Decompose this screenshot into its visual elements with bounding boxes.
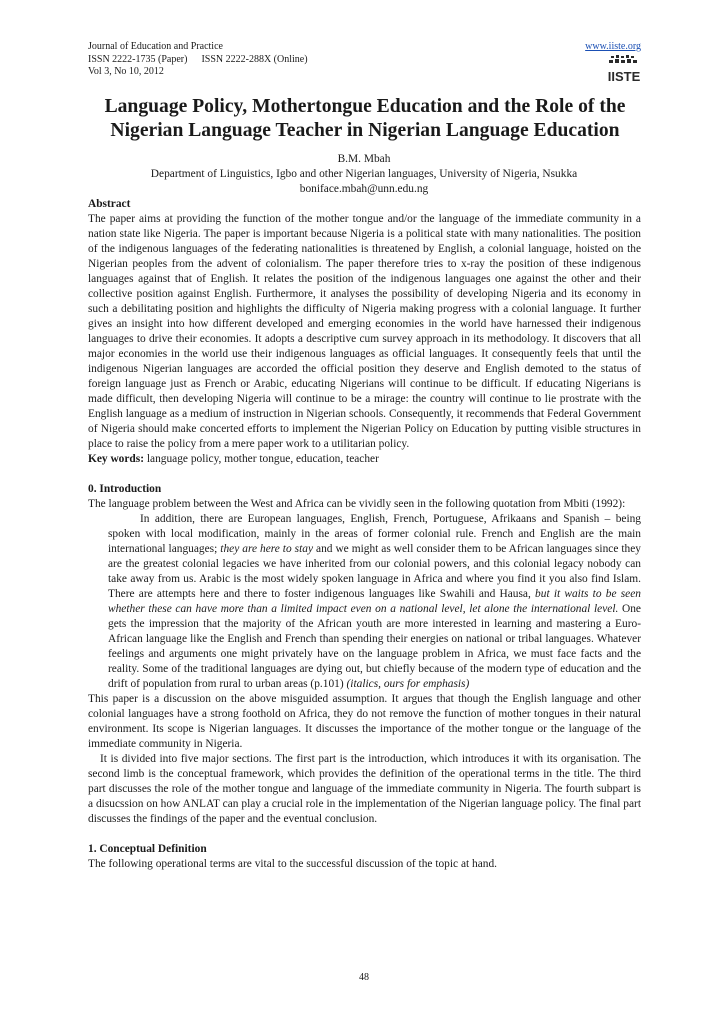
block-quote xyxy=(108,512,641,692)
intro-paragraph-1: This paper is a discussion on the above misguided assumption. It argues that though the English language and other colonial languages have a strong foothold on Africa, they do not remove the function of mother tongues in their natural environment. Its scope is Nigerian languages. It discusses the importance of the mother tongue or the language of the immediate community in Nigeria. xyxy=(88,693,641,750)
abstract-text: The paper aims at providing the function of the mother tongue and/or the language of the immediate community in a nation state like Nigeria. The paper is important because Nigeria is a political state with many nationalities. The position of the indigenous languages of the federating nationalities is threatened by English, a colonial language, hoisted on the Nigerian peoples from the advent of colonialism. The paper therefore tries to x-ray the position of these indigenous languages against that of English. It relates the position of the indigenous languages one against the other and their collective position against English. Furthermore, it analyses the possibility of developing Nigeria and its economy in such a debilitating position and highlights the difficulty of Nigeria making progress with a colonial language. It further gives an insight into how different developed and emerging economies in the world have harnessed their indigenous languages to drive their economies. It adopts a descriptive cum survey approach in its methodology. It discovers that all major economies in the world use their indigenous languages as official languages. It consequently feels that until the indigenous Nigerian languages are accorded the official position they deserve and English demoted to the status of foreign language just as French or Arabic, educating Nigerians will continue to be difficult. If educating Nigerians is made difficult, then developing Nigeria will continue to be a mirage: the country will continue to lie prostrate with the English language as a medium of instruction in Nigerian schools. Consequently, it recommends that Federal Government of Nigeria should make concerted efforts to implement the Nigerian Policy on Education by putting visible structures in place to raise the policy from a mere paper work to a utilitarian policy. xyxy=(88,213,641,450)
quote-italic-1: they are here to stay xyxy=(220,543,314,555)
quote-italic-2: but it waits to be seen whether these can have more than a limited impact even on a national level, let alone the international level. xyxy=(108,588,641,615)
intro-paragraph-2: It is divided into five major sections. The first part is the introduction, which introduces it with its organisation. The second limb is the conceptual framework, which provides the definition of the operational terms in the title. The third part discusses the role of the mother tongue and language of the immediate community in Nigeria. The fourth subpart is a disucssion on how ANLAT can play a crucial role in the implementation of the Nigerian language policy. The final part discusses the findings of the paper and the eventual conclusion. xyxy=(88,753,641,825)
section-1-text: The following operational terms are vital to the successful discussion of the topic at hand. xyxy=(88,858,498,870)
keywords-label: Key words: xyxy=(88,453,144,465)
quote-text: In addition, there are European languages, English, French, Portuguese, Afrikaans and Spanish – being spoken with local modification, mainly in the areas of former colonial rule. French and English are the main international languages; they are here to stay and we might as well consider them to be African languages since they are the greatest colonial legacies we have inherited from our colonial powers, and this colonial legacy nobody can take away from us. Arabic is the most widely spoken language in Africa and where you find it you also find Islam. There are attempts here and there to foster indigenous languages like Swahili and Hausa, but it waits to be seen whether these can have more than a limited impact even on a national level, let alone the international level. One gets the impression that the majority of the African youth are more interested in learning and mastering a Euro-African language like the English and French than spending their energies on national or tribal languages. Whatever feelings and arguments one might privately have on the language problem in Africa, we must face facts and the reality. Some of the traditional languages are dying out, but chiefly because of the modern type of education and the drift of population from rural to urban areas (p.101) (italics, ours for emphasis) xyxy=(108,513,642,690)
quote-italic-3: (italics, ours for emphasis) xyxy=(346,678,470,690)
journal-name: Journal of Education and Practice xyxy=(88,41,223,52)
keywords-line xyxy=(88,452,641,467)
author-affiliation: Department of Linguistics, Igbo and other Nigerian languages, University of Nigeria, Nsukka xyxy=(150,168,578,180)
author-name: B.M. Mbah xyxy=(337,153,391,165)
page-number: 48 xyxy=(359,972,369,983)
title-line-2: Nigerian Language Teacher in Nigerian Language Education xyxy=(110,120,620,141)
journal-url-link[interactable]: www.iiste.org xyxy=(585,41,641,52)
keywords: language policy, mother tongue, education, teacher xyxy=(146,453,379,465)
volume-info: Vol 3, No 10, 2012 xyxy=(88,66,164,77)
section-1-heading: 1. Conceptual Definition xyxy=(88,843,207,855)
title-line-1: Language Policy, Mothertongue Education and the Role of the xyxy=(104,96,626,117)
intro-lead: The language problem between the West and Africa can be vividly seen in the following quotation from Mbiti (1992): xyxy=(88,498,626,510)
author-email: boniface.mbah@unn.edu.ng xyxy=(299,183,429,195)
paper-title xyxy=(80,95,650,143)
running-header xyxy=(88,41,308,79)
intro-heading: 0. Introduction xyxy=(88,483,162,495)
abstract-heading: Abstract xyxy=(88,198,131,210)
author-block xyxy=(88,152,640,197)
issn-line xyxy=(88,54,308,67)
paper-body xyxy=(88,197,641,872)
issn-online: ISSN 2222-288X (Online) xyxy=(201,53,308,65)
issn-paper: ISSN 2222-1735 (Paper) xyxy=(88,53,188,65)
logo-text: IISTE xyxy=(607,69,641,84)
iiste-logo xyxy=(607,54,641,84)
